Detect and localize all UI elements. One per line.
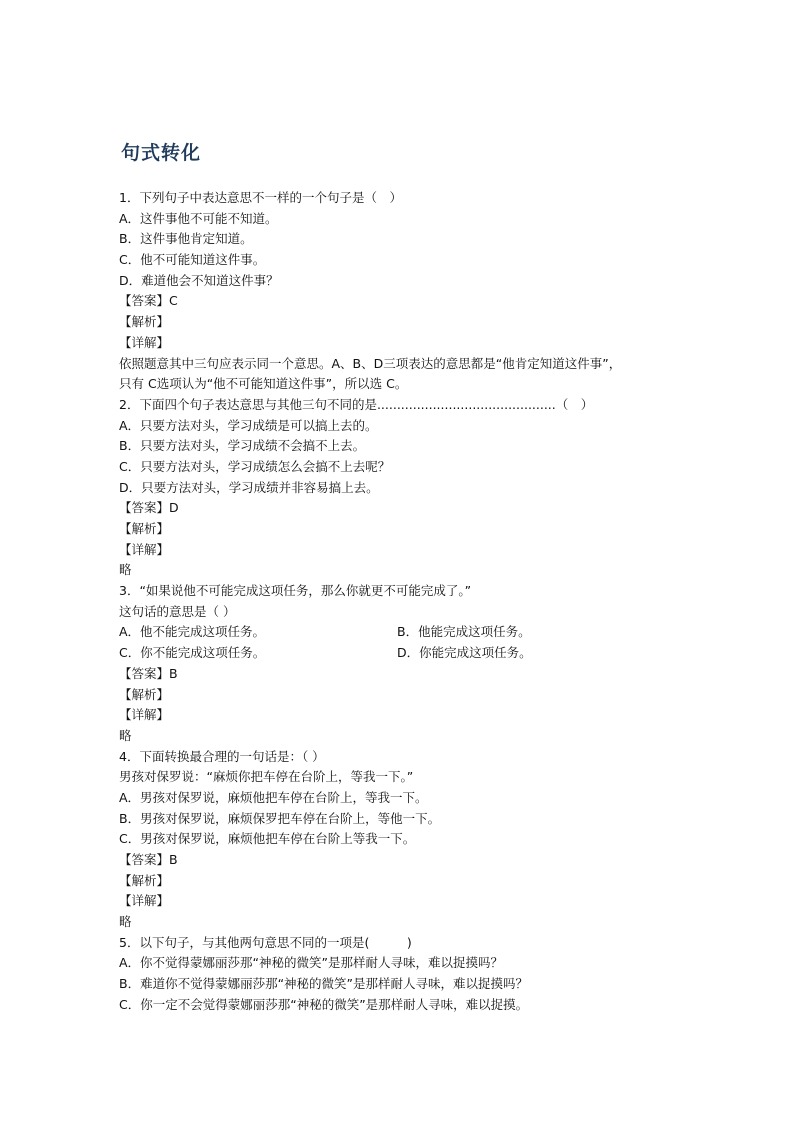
question-2-explanation: 略	[119, 562, 132, 578]
question-3-detail-label: 【详解】	[119, 707, 170, 723]
question-3-option-c: C．你不能完成这项任务。	[119, 645, 266, 661]
question-1-explanation-line-1: 依照题意其中三句应表示同一个意思。A、B、D三项表达的意思都是“他肯定知道这件事”，	[119, 355, 622, 371]
question-3-sub-stem: 这句话的意思是（ ）	[119, 603, 236, 619]
question-2-option-c: C．只要方法对头，学习成绩怎么会搞不上去呢？	[119, 458, 391, 474]
question-2-option-d: D．只要方法对头，学习成绩并非容易搞上去。	[119, 479, 379, 495]
question-5-option-c: C．你一定不会觉得蒙娜丽莎那“神秘的微笑”是那样耐人寻味，难以捉摸。	[119, 996, 529, 1012]
question-2-detail-label: 【详解】	[119, 541, 170, 557]
question-1-option-a: A．这件事他不可能不知道。	[119, 210, 278, 226]
question-3-stem: 3．“如果说他不可能完成这项任务，那么你就更不可能完成了。”	[119, 583, 472, 599]
question-4-option-b: B．男孩对保罗说，麻烦保罗把车停在台阶上，等他一下。	[119, 810, 441, 826]
question-4-stem: 4．下面转换最合理的一句话是：（ ）	[119, 748, 325, 764]
question-4-option-c: C．男孩对保罗说，麻烦他把车停在台阶上等我一下。	[119, 831, 416, 847]
question-5-option-a: A．你不觉得蒙娜丽莎那“神秘的微笑”是那样耐人寻味，难以捉摸吗？	[119, 955, 504, 971]
question-3-option-d: D．你能完成这项任务。	[397, 645, 532, 661]
question-2-stem: 2．下面四个句子表达意思与其他三句不同的是.............................................（ ）	[119, 396, 594, 412]
question-3-answer: 【答案】B	[119, 665, 178, 681]
question-2-analysis-label: 【解析】	[119, 521, 170, 536]
question-3-option-a: A．他不能完成这项任务。	[119, 624, 266, 640]
question-1-analysis-label: 【解析】	[119, 314, 170, 330]
page-title: 句式转化	[121, 142, 202, 164]
question-4-detail-label: 【详解】	[119, 893, 170, 909]
question-1-stem: 1．下列句子中表达意思不一样的一个句子是（ ）	[119, 190, 402, 205]
question-1-detail-label: 【详解】	[119, 334, 170, 350]
question-4-option-a: A．男孩对保罗说，麻烦他把车停在台阶上，等我一下。	[119, 789, 428, 805]
question-3-explanation: 略	[119, 727, 132, 743]
question-3-option-b: B．他能完成这项任务。	[397, 624, 531, 640]
question-4-analysis-label: 【解析】	[119, 872, 170, 888]
question-1-option-c: C．他不可能知道这件事。	[119, 252, 266, 268]
question-4-sub-stem: 男孩对保罗说：“麻烦你把车停在台阶上，等我一下。”	[119, 769, 414, 785]
question-3-options-row-1	[119, 622, 689, 643]
question-4-answer: 【答案】B	[119, 852, 178, 867]
question-1-answer: 【答案】C	[119, 293, 178, 309]
question-1-option-d: D．难道他会不知道这件事？	[119, 272, 279, 288]
question-5-option-b: B．难道你不觉得蒙娜丽莎那“神秘的微笑”是那样耐人寻味，难以捉摸吗？	[119, 976, 529, 992]
questions-body	[119, 188, 689, 1016]
question-2-option-a: A．只要方法对头，学习成绩是可以搞上去的。	[119, 417, 378, 433]
question-1-explanation-line-2: 只有 C选项认为“他不可能知道这件事”，所以选 C。	[119, 376, 408, 392]
question-2-answer: 【答案】D	[119, 500, 179, 516]
question-2-option-b: B．只要方法对头，学习成绩不会搞不上去。	[119, 438, 366, 454]
question-4-explanation: 略	[119, 914, 132, 930]
question-3-options-row-2	[119, 643, 689, 664]
question-3-analysis-label: 【解析】	[119, 686, 170, 702]
question-1-option-b: B．这件事他肯定知道。	[119, 231, 253, 247]
question-5-stem: 5．以下句子，与其他两句意思不同的一项是( )	[119, 934, 412, 950]
